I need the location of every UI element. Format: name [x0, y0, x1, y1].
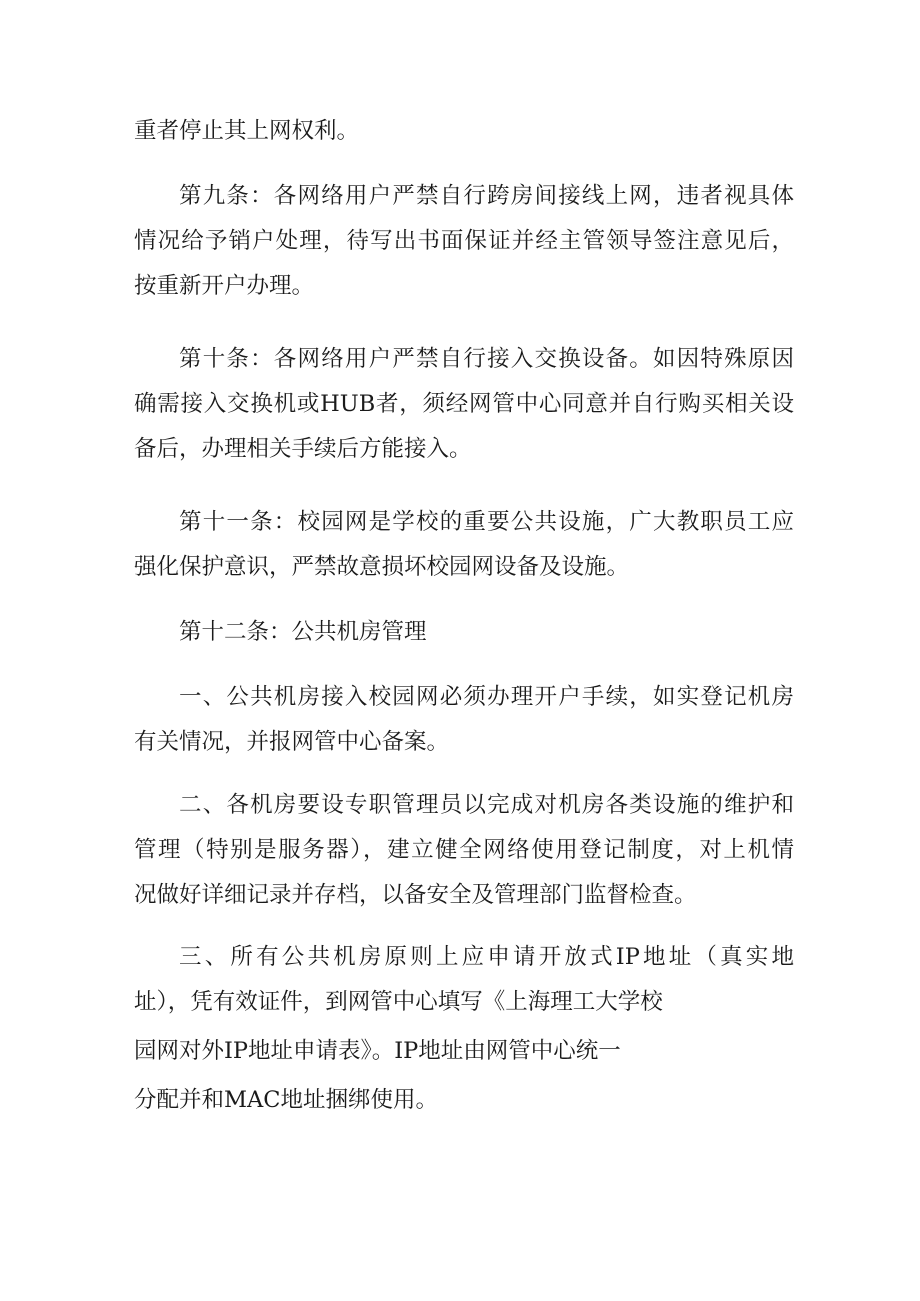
- article-10-line-1: 第十条：各网络用户严禁自行接入交换设备。如因特殊原因: [179, 346, 794, 372]
- item-2-line-1: 二、各机房要设专职管理员以完成对机房各类设施的维护和: [179, 792, 794, 818]
- item-1-line-1: 一、公共机房接入校园网必须办理开户手续，如实登记机房: [179, 684, 794, 710]
- article-9-line-2: 情况给予销户处理，待写出书面保证并经主管领导签注意见后，: [134, 228, 794, 254]
- article-9-line-3: 按重新开户办理。: [134, 273, 315, 299]
- item-2-line-3: 况做好详细记录并存档，以备安全及管理部门监督检查。: [134, 882, 697, 908]
- article-10-line-2: 确需接入交换机或HUB者，须经网管中心同意并自行购买相关设: [134, 391, 794, 417]
- item-3-line-3: 园网对外IP地址申请表》。IP地址由网管中心统一: [134, 1038, 621, 1064]
- article-12-heading: 第十二条：公共机房管理: [179, 619, 427, 645]
- item-2-line-2: 管理（特别是服务器），建立健全网络使用登记制度，对上机情: [134, 837, 794, 863]
- item-3-line-2: 址），凭有效证件，到网管中心填写《上海理工大学校: [134, 989, 663, 1015]
- item-3-line-4: 分配并和MAC地址捆绑使用。: [134, 1087, 439, 1113]
- article-9-line-1: 第九条：各网络用户严禁自行跨房间接线上网，违者视具体: [179, 183, 794, 209]
- article-10-line-3: 备后，办理相关手续后方能接入。: [134, 436, 472, 462]
- paragraph-continuation-line: 重者停止其上网权利。: [134, 118, 360, 144]
- item-3-line-1: 三、所有公共机房原则上应申请开放式IP地址（真实地: [179, 944, 794, 970]
- article-11-line-1: 第十一条：校园网是学校的重要公共设施，广大教职员工应: [179, 509, 794, 535]
- item-1-line-2: 有关情况，并报网管中心备案。: [134, 729, 450, 755]
- article-11-line-2: 强化保护意识，严禁故意损坏校园网设备及设施。: [134, 554, 630, 580]
